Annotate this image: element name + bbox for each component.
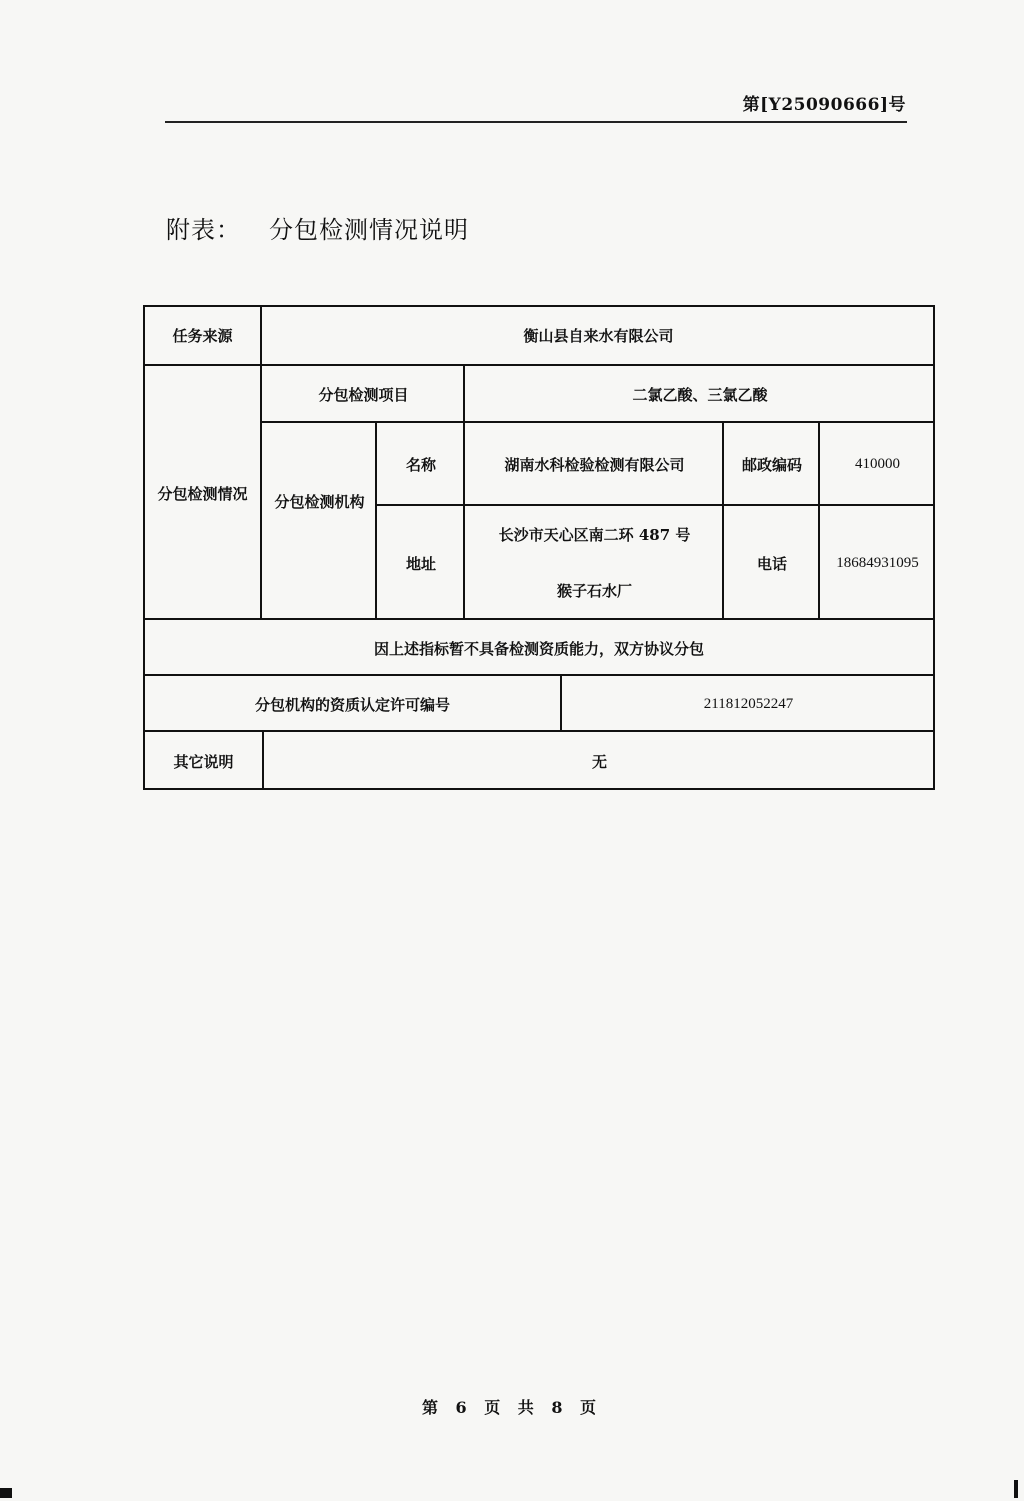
page-title [166, 210, 469, 245]
title-text: 分包检测情况说明 [269, 216, 469, 244]
subcontract-reason: 因上述指标暂不具备检测资质能力，双方协议分包 [373, 639, 704, 658]
license-value: 211812052247 [703, 695, 794, 712]
header-rule [165, 121, 907, 123]
title-label: 附表： [166, 216, 241, 244]
address-line-2: 猴子石水厂 [556, 582, 632, 600]
address-line-1: 长沙市天心区南二环 487 号 [498, 526, 691, 544]
report-number: 第[Y25090666]号 [742, 95, 906, 115]
other-value: 无 [591, 752, 607, 771]
scan-edge-mark [1014, 1480, 1018, 1498]
phone-label: 电话 [756, 554, 787, 573]
name-value: 湖南水科检验检测有限公司 [504, 456, 685, 474]
org-label: 分包检测机构 [274, 493, 365, 511]
subcontract-label: 分包检测情况 [157, 484, 248, 503]
address-label: 地址 [405, 554, 436, 573]
items-value: 二氯乙酸、三氯乙酸 [632, 386, 768, 404]
phone-value: 18684931095 [836, 554, 919, 571]
other-label: 其它说明 [173, 752, 234, 771]
items-label: 分包检测项目 [318, 386, 409, 404]
name-label: 名称 [405, 456, 436, 474]
page-number: 第 6 页 共 8 页 [421, 1398, 603, 1417]
address-value [465, 506, 724, 620]
subcontract-table [143, 305, 935, 790]
scan-edge-mark [0, 1488, 12, 1498]
postcode-value: 410000 [855, 456, 900, 472]
postcode-label: 邮政编码 [741, 456, 802, 474]
task-source-label: 任务来源 [172, 327, 233, 345]
task-source-value: 衡山县自来水有限公司 [523, 327, 674, 345]
license-label: 分包机构的资质认定许可编号 [254, 695, 450, 714]
